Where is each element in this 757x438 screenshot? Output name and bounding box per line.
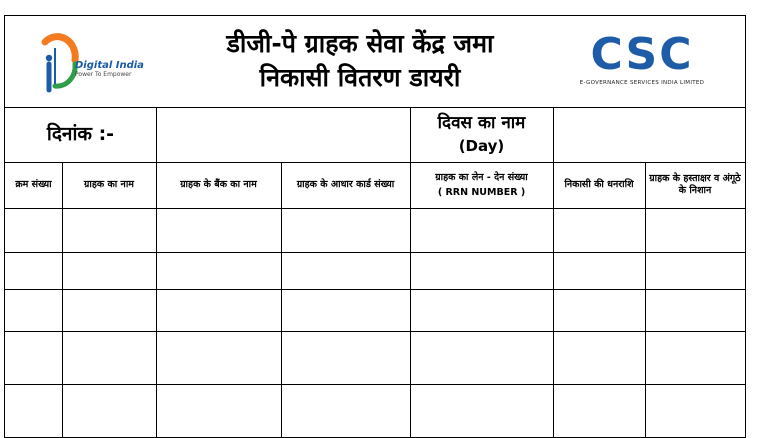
column-header-customer-name: ग्राहक का नाम xyxy=(84,179,134,190)
aadhaar-cell[interactable] xyxy=(282,253,410,289)
transaction-cell[interactable] xyxy=(411,209,553,252)
aadhaar-cell[interactable] xyxy=(282,209,410,252)
aadhaar-cell[interactable] xyxy=(282,385,410,437)
table-row xyxy=(5,290,745,331)
signature-cell[interactable] xyxy=(646,385,745,437)
date-label: दिनांक :- xyxy=(46,123,115,145)
customer-name-cell[interactable] xyxy=(63,253,156,289)
digital-india-logo xyxy=(35,30,145,100)
customer-name-cell[interactable] xyxy=(63,290,156,331)
column-header-transaction-number xyxy=(410,162,553,208)
column-header-aadhaar-number: ग्राहक के आधार कार्ड संख्या xyxy=(296,179,395,190)
column-header-signature-thumb: ग्राहक के हस्ताक्षर व अंगूठे के निशान xyxy=(649,173,741,196)
csc-letters-text: CSC xyxy=(590,29,694,80)
digital-india-tagline: Power To Empower xyxy=(75,71,132,78)
bank-name-cell[interactable] xyxy=(157,332,281,384)
signature-cell[interactable] xyxy=(646,290,745,331)
column-header-withdrawal-amount: निकासी की धनराशि xyxy=(564,179,634,190)
table-row xyxy=(5,385,745,437)
customer-name-cell[interactable] xyxy=(63,385,156,437)
amount-cell[interactable] xyxy=(554,332,645,384)
page-title-line-1: डीजी-पे ग्राहक सेवा केंद्र जमा xyxy=(226,29,494,58)
customer-name-cell[interactable] xyxy=(63,332,156,384)
csc-tagline: E-GOVERNANCE SERVICES INDIA LIMITED xyxy=(579,80,705,86)
amount-cell[interactable] xyxy=(554,290,645,331)
day-input[interactable] xyxy=(554,108,745,161)
day-label: दिवस का नाम xyxy=(437,113,526,133)
table-row xyxy=(5,253,745,289)
serial-cell[interactable] xyxy=(5,209,62,252)
transaction-cell[interactable] xyxy=(411,385,553,437)
bank-name-cell[interactable] xyxy=(157,253,281,289)
bank-name-cell[interactable] xyxy=(157,209,281,252)
rrn-number-note: ( RRN NUMBER ) xyxy=(437,186,526,198)
diary-sheet xyxy=(4,15,746,438)
day-label-english: (Day) xyxy=(458,137,505,155)
amount-cell[interactable] xyxy=(554,209,645,252)
transaction-number-label: ग्राहक का लेन - देन संख्या xyxy=(435,171,528,183)
bank-name-cell[interactable] xyxy=(157,290,281,331)
column-header-bank-name: ग्राहक के बैंक का नाम xyxy=(180,179,257,190)
serial-cell[interactable] xyxy=(5,290,62,331)
amount-cell[interactable] xyxy=(554,385,645,437)
transaction-cell[interactable] xyxy=(411,253,553,289)
aadhaar-cell[interactable] xyxy=(282,290,410,331)
serial-cell[interactable] xyxy=(5,253,62,289)
bank-name-cell[interactable] xyxy=(157,385,281,437)
serial-cell[interactable] xyxy=(5,385,62,437)
page-title-line-2: निकासी वितरण डायरी xyxy=(259,63,461,92)
date-input[interactable] xyxy=(157,108,409,161)
table-row xyxy=(5,332,745,384)
csc-letters xyxy=(577,29,707,80)
column-header-serial: क्रम संख्या xyxy=(15,179,52,190)
signature-cell[interactable] xyxy=(646,332,745,384)
csc-logo xyxy=(577,29,707,96)
serial-cell[interactable] xyxy=(5,332,62,384)
aadhaar-cell[interactable] xyxy=(282,332,410,384)
transaction-cell[interactable] xyxy=(411,332,553,384)
digital-india-name: Digital India xyxy=(75,60,144,71)
table-row xyxy=(5,209,745,252)
transaction-cell[interactable] xyxy=(411,290,553,331)
amount-cell[interactable] xyxy=(554,253,645,289)
customer-name-cell[interactable] xyxy=(63,209,156,252)
signature-cell[interactable] xyxy=(646,209,745,252)
signature-cell[interactable] xyxy=(646,253,745,289)
